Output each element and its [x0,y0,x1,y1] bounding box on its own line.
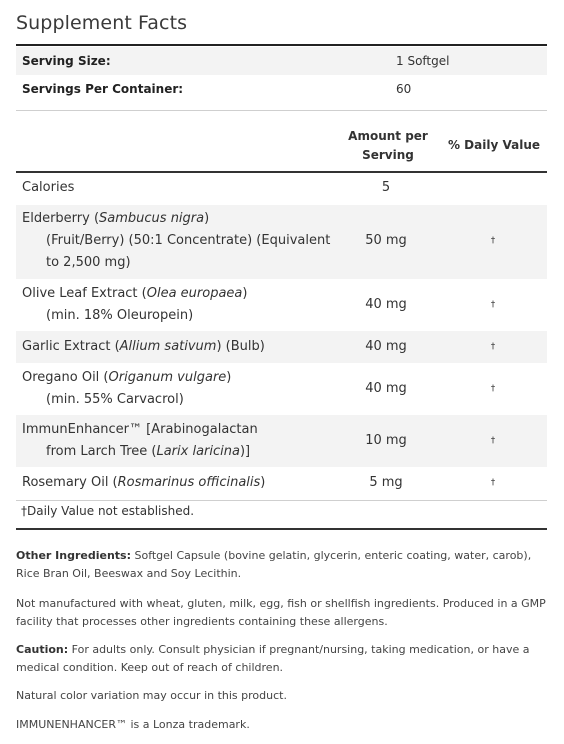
caution-statement: Caution: For adults only. Consult physician if pregnant/nursing, taking medication, or have a medical condition. Keep out of reach of children. [16,643,530,674]
nutrient-row-elderberry [16,205,547,279]
amount-header-line2: Serving [362,148,414,162]
serving-divider [16,110,547,111]
dagger-mark: † [490,236,496,246]
serving-size-row [16,47,547,75]
dagger-mark: † [490,342,496,352]
rows-end-divider [16,500,547,501]
nutrient-row-rosemary [16,467,547,499]
daily-value-footnote: †Daily Value not established. [21,504,195,518]
nutrient-amount: 40 mg [365,339,407,354]
nutrient-name: Rosemary Oil (Rosmarinus officinalis) [22,475,266,490]
daily-value-header: % Daily Value [447,138,540,152]
nutrient-amount: 50 mg [365,233,407,248]
amount-per-serving-header [346,127,430,165]
nutrient-name: Olive Leaf Extract (Olea europaea) (min. 18% Oleuropein) [22,286,248,323]
serving-size-label: Serving Size: [22,54,111,68]
nutrient-name: Garlic Extract (Allium sativum) (Bulb) [22,339,265,354]
page-title: Supplement Facts [16,12,188,34]
servings-per-container-value: 60 [396,82,412,96]
nutrient-amount: 40 mg [365,381,407,396]
nutrient-name: Calories [22,180,75,195]
dagger-mark: † [490,478,496,488]
nutrient-amount: 10 mg [365,433,407,448]
nutrient-amount: 40 mg [365,297,407,312]
dagger-mark: † [490,300,496,310]
color-variation-note: Natural color variation may occur in this product. [16,689,287,702]
top-rule [16,44,547,46]
nutrient-row-garlic [16,331,547,363]
nutrient-amount: 5 mg [369,475,403,490]
nutrient-amount: 5 [381,180,391,195]
table-bottom-rule [16,528,547,530]
nutrient-name: ImmunEnhancer™ [Arabinogalactan from Larch Tree (Larix laricina)] [22,422,258,459]
servings-per-container-label: Servings Per Container: [22,82,184,96]
dagger-mark: † [490,384,496,394]
trademark-note: IMMUNENHANCER™ is a Lonza trademark. [16,718,250,731]
other-ingredients: Other Ingredients: Softgel Capsule (bovine gelatin, glycerin, enteric coating, water, carob), Rice Bran Oil, Beeswax and Soy Lecithin. [16,549,532,580]
servings-per-container-row [16,75,547,103]
allergen-statement: Not manufactured with wheat, gluten, milk, egg, fish or shellfish ingredients. Produced in a GMP facility that processes other ingredients containing these allergens. [16,597,546,628]
nutrient-row-calories [16,173,547,205]
nutrient-row-olive-leaf [16,279,547,331]
amount-header-line1: Amount per [348,129,428,143]
nutrient-row-oregano [16,363,547,415]
serving-size-value: 1 Softgel [396,54,450,68]
nutrient-name: Oregano Oil (Origanum vulgare) (min. 55% Carvacrol) [22,370,232,407]
dagger-mark: † [490,436,496,446]
nutrient-row-immunenhancer [16,415,547,467]
nutrient-name: Elderberry (Sambucus nigra) (Fruit/Berry) (50:1 Concentrate) (Equivalent to 2,500 mg) [22,211,331,270]
